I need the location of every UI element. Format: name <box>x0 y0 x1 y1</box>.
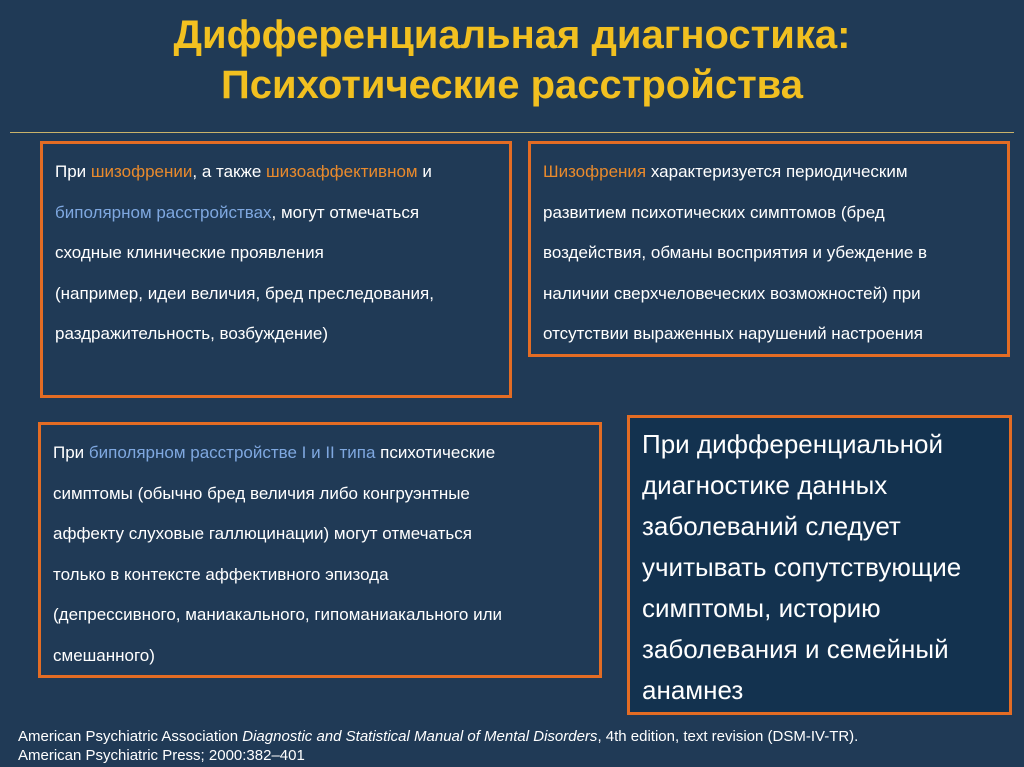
box4-line-6: заболевания и семейный <box>642 634 949 664</box>
title-divider <box>10 132 1014 133</box>
box2-line-3: воздействия, обманы восприятия и убеждение в <box>543 243 928 262</box>
term-schizoaffective: шизоаффективном <box>266 162 418 181</box>
box-differential-overview <box>40 141 512 398</box>
title-line-2: Психотические расстройства <box>221 63 803 107</box>
box3-line-4: только в контексте аффективного эпизода <box>53 564 389 584</box>
term-bipolar-i-ii: биполярном расстройстве I и II типа <box>88 443 376 462</box>
box2-line-2: развитием психотических симптомов (бред <box>543 202 885 222</box>
box1-line-5: раздражительность, возбуждение) <box>55 324 329 343</box>
box-bipolar <box>38 422 602 678</box>
box4-line-4: учитывать сопутствующие <box>642 552 962 582</box>
box3-line-6: смешанного) <box>53 645 155 665</box>
box3-line-5: (депрессивного, маниакального, гипоманиакального или <box>53 605 502 624</box>
box3-line-2: симптомы (обычно бред величия либо конгруэнтные <box>53 483 470 503</box>
box-schizophrenia <box>528 141 1010 357</box>
term-bipolar: биполярном расстройствах <box>55 202 272 222</box>
reference-book-title: Diagnostic and Statistical Manual of Mental Disorders <box>242 728 598 745</box>
box4-line-2: диагностике данных <box>642 470 888 500</box>
box3-line-3: аффекту слуховые галлюцинации) могут отмечаться <box>53 524 472 543</box>
box-recommendation <box>627 415 1012 715</box>
box1-line-1: При шизофрении, а также шизоаффективном и <box>55 162 432 181</box>
box1-line-4: (например, идеи величия, бред преследования, <box>55 283 434 303</box>
reference-line-2: American Psychiatric Press; 2000:382–401 <box>18 747 305 764</box>
reference <box>18 727 858 765</box>
term-schizophrenia: шизофрении <box>90 162 193 181</box>
box4-line-3: заболеваний следует <box>642 511 901 541</box>
reference-line-1: American Psychiatric Association Diagnostic and Statistical Manual of Mental Disorders, 4th edition, text revision (DSM-IV-TR). <box>18 728 859 745</box>
box3-line-1: При биполярном расстройстве I и II типа психотические <box>53 443 496 462</box>
box4-line-7: анамнез <box>642 675 744 705</box>
title-line-1: Дифференциальная диагностика: <box>173 13 851 57</box>
term-schizophrenia: Шизофрения <box>543 162 647 181</box>
box4-line-5: симптомы, историю <box>642 593 881 623</box>
box2-line-1: Шизофрения характеризуется периодическим <box>543 162 908 181</box>
box1-line-2: биполярном расстройствах, могут отмечаться <box>55 202 420 222</box>
box1-line-3: сходные клинические проявления <box>55 243 324 262</box>
box4-line-1: При дифференциальной <box>642 429 944 459</box>
slide-title <box>0 10 1024 110</box>
box2-line-5: отсутствии выраженных нарушений настроения <box>543 324 923 343</box>
box2-line-4: наличии сверхчеловеческих возможностей) при <box>543 283 921 303</box>
